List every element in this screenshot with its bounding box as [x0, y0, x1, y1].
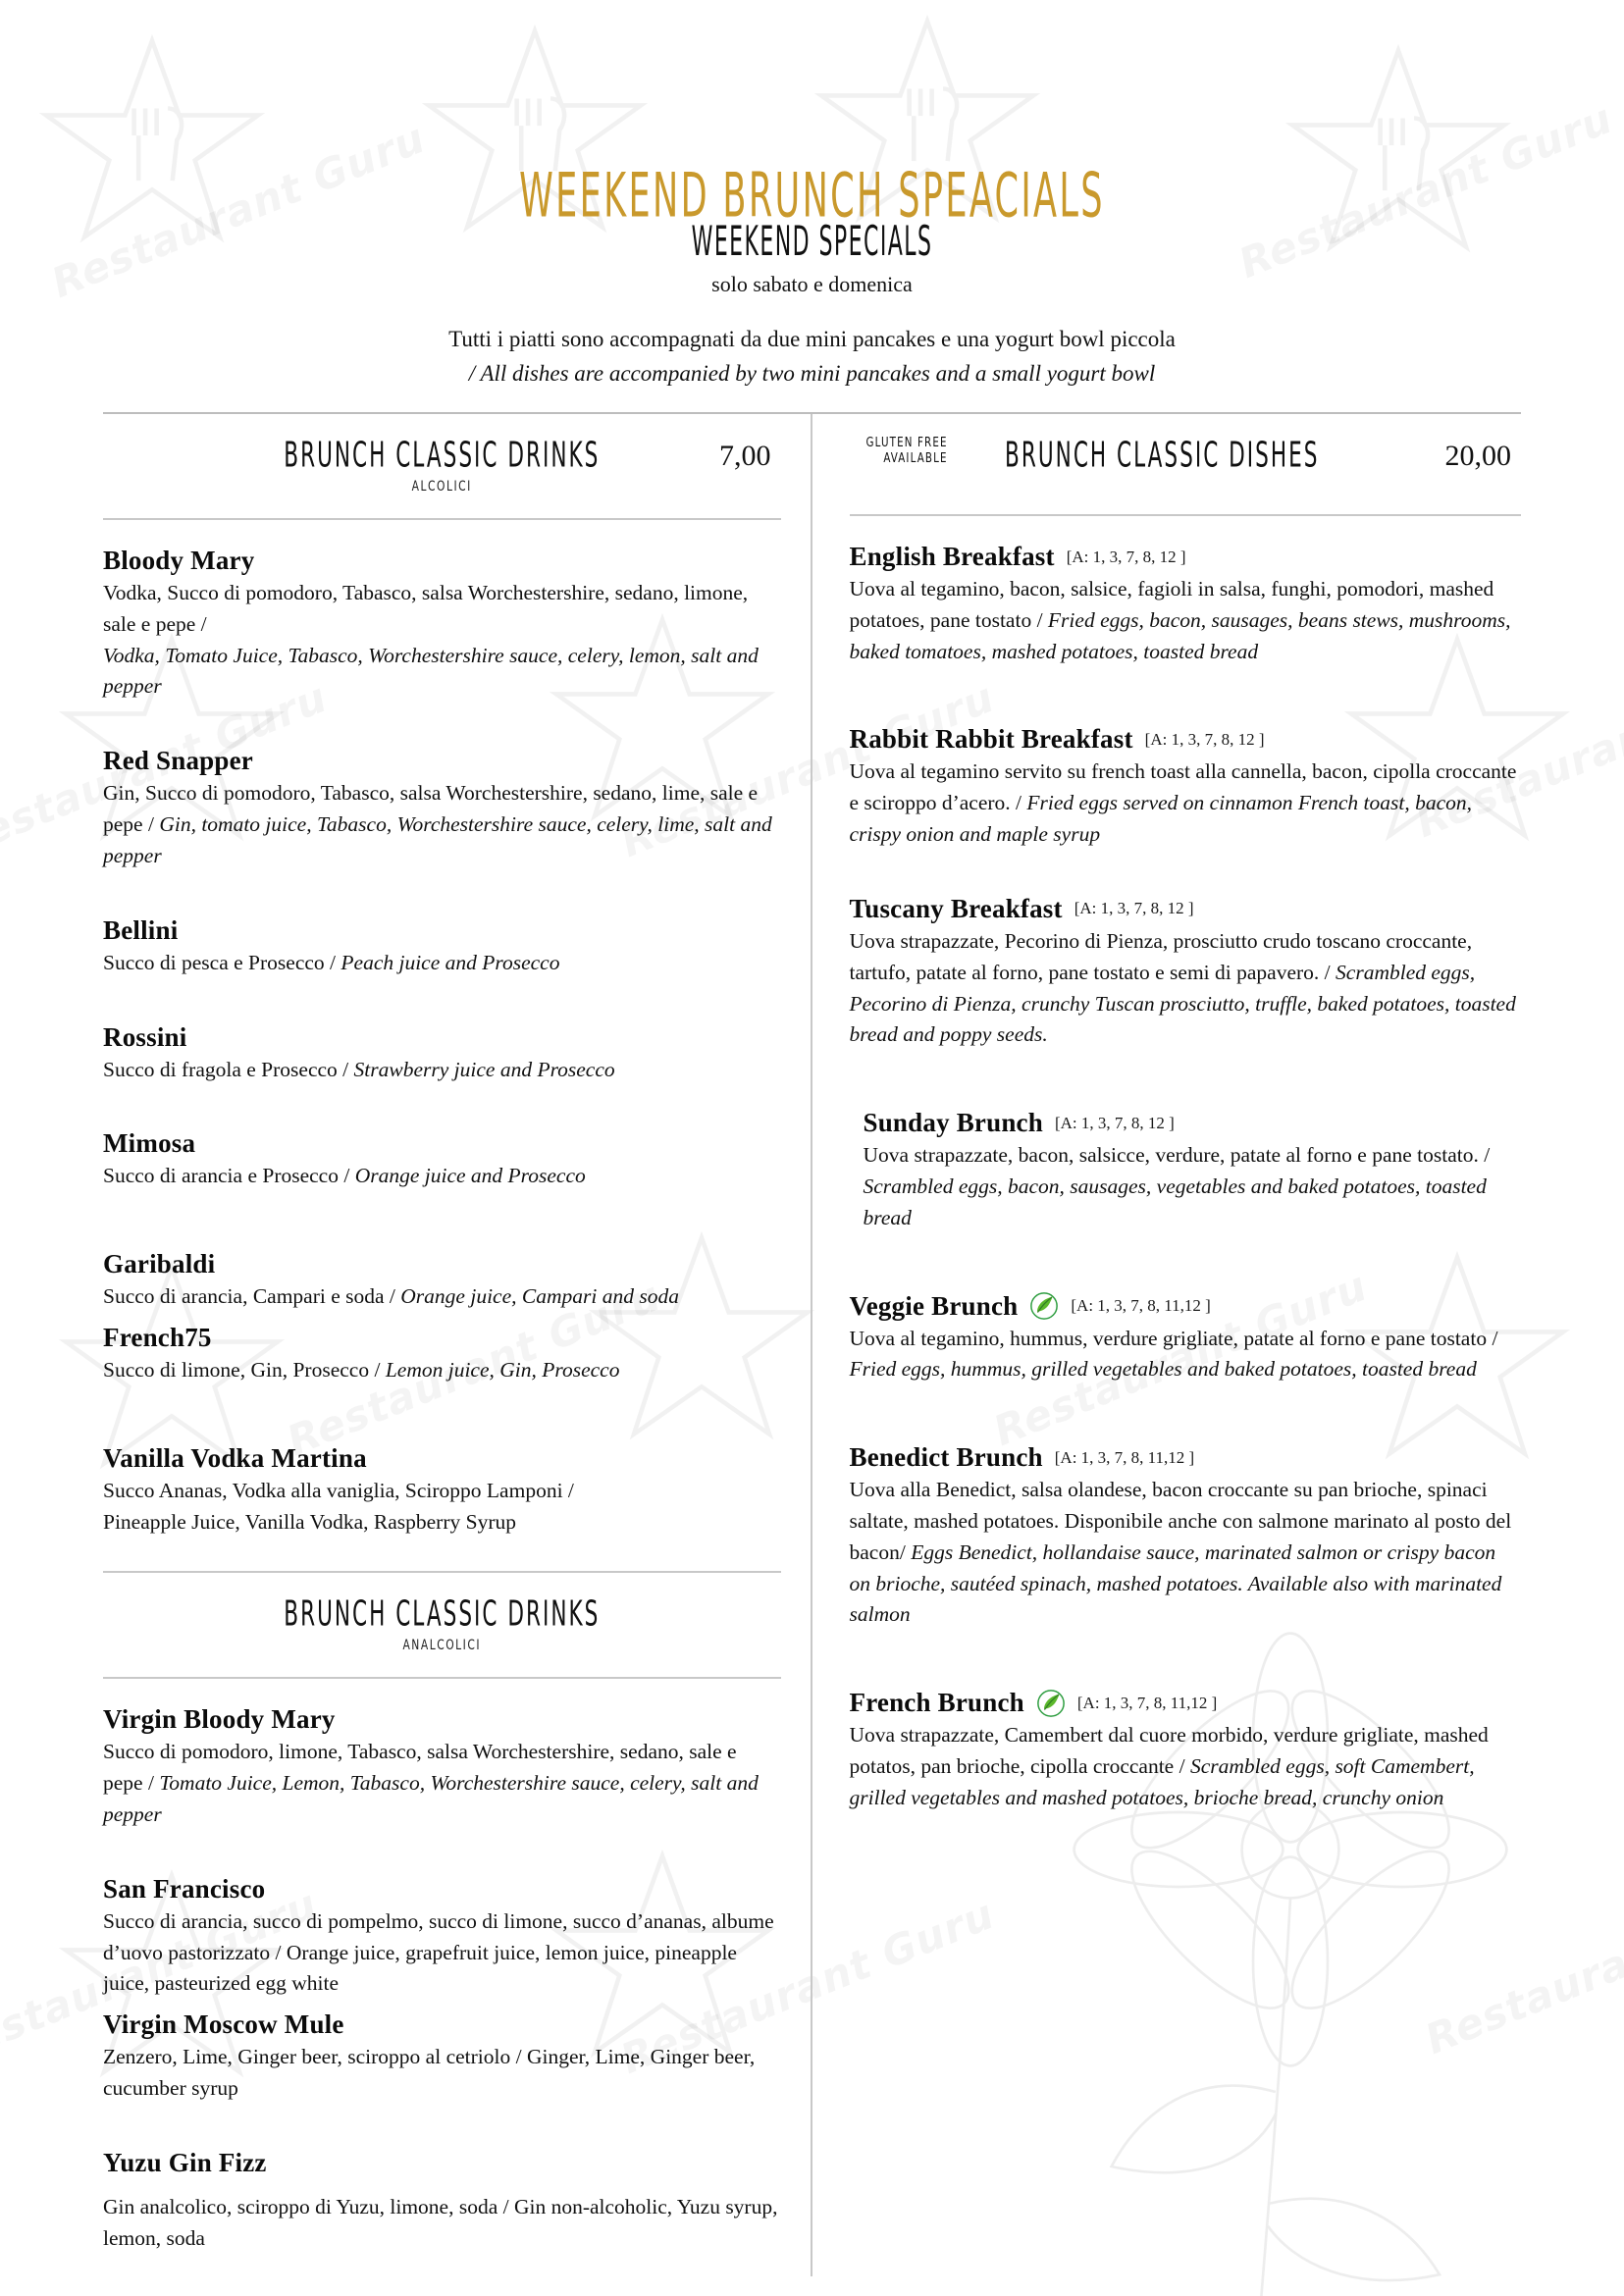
- menu-item-header: [103, 1249, 781, 1279]
- menu-item[interactable]: [850, 1442, 1522, 1631]
- description-it: Succo di arancia, Campari e soda /: [103, 1284, 395, 1309]
- menu-item-name: Virgin Moscow Mule: [103, 2009, 344, 2040]
- dish-list: [850, 516, 1522, 1814]
- menu-item-description: [103, 1281, 781, 1313]
- vegetarian-leaf-icon: [1029, 1291, 1059, 1321]
- vegetarian-leaf-icon: [1036, 1689, 1066, 1718]
- description-it: Succo Ananas, Vodka alla vaniglia, Sciroppo Lamponi /: [103, 1478, 574, 1502]
- description-en: Orange juice, grapefruit juice, lemon juice, pineapple juice, pasteurized egg white: [103, 1940, 737, 1996]
- section-subtitle: ANALCOLICI: [402, 1638, 482, 1654]
- menu-item[interactable]: [103, 2009, 781, 2105]
- description-en: Vodka, Tomato Juice, Tabasco, Worchestershire sauce, celery, lemon, salt and pepper: [103, 643, 759, 699]
- description-it: Uova strapazzate, bacon, salsicce, verdure, patate al forno e pane tostato. /: [863, 1143, 1491, 1168]
- menu-item-header: [850, 894, 1522, 924]
- menu-item-header: [850, 1688, 1522, 1718]
- menu-item-name: Bellini: [103, 914, 179, 945]
- menu-item-header: [103, 2148, 781, 2178]
- allergen-list: [A: 1, 3, 7, 8, 11,12 ]: [1071, 1296, 1211, 1316]
- menu-item-name: Vanilla Vodka Martina: [103, 1442, 367, 1473]
- description-en: Scrambled eggs, bacon, sausages, vegetables and baked potatoes, toasted bread: [863, 1174, 1487, 1229]
- menu-item-header: [850, 724, 1522, 755]
- menu-item-name: Tuscany Breakfast: [849, 893, 1063, 923]
- menu-item-header: [103, 1022, 781, 1053]
- description-it: Succo di limone, Gin, Prosecco /: [103, 1357, 381, 1382]
- section-header: [850, 414, 1522, 477]
- accompaniment-note: [0, 297, 1624, 391]
- section-brunch-classic-drinks-alcolici: [103, 414, 781, 1538]
- menu-item-description: [103, 1476, 781, 1539]
- description-en: Gin non-alcoholic, Yuzu syrup, lemon, soda: [103, 2194, 778, 2250]
- description-en: Gin, tomato juice, Tabasco, Worchestershire sauce, celery, lime, salt and pepper: [103, 812, 772, 867]
- description-en: Fried eggs served on cinnamon French toast, bacon, crispy onion and maple syrup: [849, 791, 1472, 847]
- menu-columns: [103, 414, 1521, 2276]
- menu-item-header: [850, 1442, 1522, 1473]
- menu-item-name: Rabbit Rabbit Breakfast: [849, 724, 1133, 755]
- menu-item-description: [850, 757, 1522, 850]
- menu-item[interactable]: [103, 2148, 781, 2255]
- description-en: Fried eggs, bacon, sausages, beans stews, mushrooms, baked tomatoes, mashed potatoes, toasted bread: [849, 607, 1511, 663]
- description-it: Zenzero, Lime, Ginger beer, sciroppo al cetriolo /: [103, 2045, 522, 2069]
- menu-item-name: San Francisco: [103, 1873, 266, 1904]
- section-subtitle: ALCOLICI: [411, 479, 472, 495]
- menu-item-header: [850, 542, 1522, 572]
- menu-item-description: [103, 2192, 781, 2255]
- description-it: Succo di arancia e Prosecco /: [103, 1164, 350, 1188]
- description-en: Scrambled eggs, soft Camembert, grilled vegetables and mashed potatoes, brioche bread, crunchy onion: [849, 1754, 1475, 1809]
- section-title: BRUNCH CLASSIC DRINKS: [284, 435, 601, 477]
- page-subtitle: WEEKEND SPECIALS: [691, 218, 933, 266]
- menu-item-header: [864, 1108, 1522, 1138]
- menu-item[interactable]: [103, 1249, 781, 1313]
- description-en: Orange juice and Prosecco: [354, 1164, 586, 1188]
- description-en: Ginger, Lime, Ginger beer, cucumber syrup: [103, 2045, 756, 2101]
- menu-item-description: [850, 1720, 1522, 1813]
- description-it: Uova alla Benedict, salsa olandese, bacon croccante su pan brioche, spinaci saltate, mashed potatoes. Disponibile anche con salmone marinato al posto del bacon/: [849, 1478, 1512, 1564]
- menu-item-description: [103, 1906, 781, 2000]
- menu-item-header: [103, 1323, 781, 1353]
- menu-item[interactable]: [103, 915, 781, 979]
- menu-item-header: [103, 2009, 781, 2040]
- menu-item-name: French Brunch: [849, 1688, 1024, 1718]
- menu-item-header: [103, 1443, 781, 1474]
- menu-item[interactable]: [103, 1128, 781, 1192]
- section-price: 7,00: [719, 440, 771, 472]
- menu-item-name: Garibaldi: [103, 1249, 216, 1279]
- menu-item-name: Benedict Brunch: [849, 1442, 1043, 1473]
- section-brunch-classic-drinks-analcolici: [103, 1571, 781, 2254]
- description-en: Eggs Benedict, hollandaise sauce, marinated salmon or crispy bacon on brioche, sautéed spinach, mashed potatoes. Available also with marinated salmon: [849, 1539, 1502, 1627]
- section-title: BRUNCH CLASSIC DISHES: [1004, 435, 1319, 477]
- menu-item[interactable]: [103, 1874, 781, 2000]
- menu-item-description: [864, 1140, 1522, 1233]
- description-it: Gin analcolico, sciroppo di Yuzu, limone, soda /: [103, 2194, 509, 2218]
- description-en: Tomato Juice, Lemon, Tabasco, Worchestershire sauce, celery, salt and pepper: [103, 1771, 759, 1826]
- description-it: Succo di pomodoro, limone, Tabasco, salsa Worchestershire, sedano, sale e pepe /: [103, 1740, 737, 1796]
- menu-item[interactable]: [103, 1704, 781, 1830]
- accompaniment-note-it: Tutti i piatti sono accompagnati da due mini pancakes e una yogurt bowl piccola: [448, 327, 1176, 351]
- menu-item[interactable]: [103, 1323, 781, 1386]
- description-en: Strawberry juice and Prosecco: [353, 1057, 615, 1081]
- page-title: WEEKEND BRUNCH SPEACIALS: [519, 160, 1105, 232]
- menu-item-header: [103, 1874, 781, 1905]
- menu-item[interactable]: [103, 546, 781, 703]
- section-header: [103, 414, 781, 477]
- menu-item[interactable]: [850, 542, 1522, 667]
- menu-item-description: [103, 1355, 781, 1386]
- section-header: [103, 1573, 781, 1636]
- menu-item-name: Mimosa: [103, 1128, 196, 1159]
- menu-item-description: [850, 926, 1522, 1051]
- description-it: Uova strapazzate, Pecorino di Pienza, prosciutto crudo toscano croccante, tartufo, patate al forno, pane tostato e semi di papavero. /: [849, 928, 1473, 984]
- allergen-list: [A: 1, 3, 7, 8, 11,12 ]: [1054, 1447, 1195, 1467]
- gluten-free-badge: [856, 436, 947, 468]
- menu-item-name: English Breakfast: [849, 542, 1055, 571]
- menu-item-header: [103, 1128, 781, 1159]
- menu-item[interactable]: [850, 894, 1522, 1051]
- menu-item-description: [850, 574, 1522, 667]
- menu-item-name: Bloody Mary: [103, 546, 255, 575]
- section-title: BRUNCH CLASSIC DRINKS: [284, 1594, 601, 1636]
- menu-item-description: [103, 1161, 781, 1192]
- menu-item-header: [850, 1291, 1522, 1322]
- menu-item[interactable]: [850, 1291, 1522, 1386]
- allergen-list: [A: 1, 3, 7, 8, 12 ]: [1054, 1113, 1175, 1132]
- menu-item-name: Red Snapper: [103, 746, 253, 776]
- description-en: Fried eggs, hummus, grilled vegetables and baked potatoes, toasted bread: [849, 1357, 1477, 1382]
- menu-item-description: [103, 2042, 781, 2105]
- menu-item-description: [103, 948, 781, 979]
- description-it: Succo di pesca e Prosecco /: [103, 950, 337, 974]
- description-en: Peach juice and Prosecco: [341, 950, 560, 974]
- description-en: Scrambled eggs, Pecorino di Pienza, crunchy Tuscan prosciutto, truffle, baked potatoes, toasted bread and poppy seeds.: [849, 960, 1516, 1047]
- description-en: Pineapple Juice, Vanilla Vodka, Raspberry Syrup: [103, 1509, 516, 1534]
- menu-item-name: Veggie Brunch: [849, 1290, 1019, 1321]
- menu-item-description: [850, 1324, 1522, 1386]
- drinks-column: [103, 414, 812, 2276]
- description-it: Uova al tegamino, bacon, salsice, fagioli in salsa, funghi, pomodori, mashed potatoes, pane tostato /: [849, 577, 1494, 632]
- menu-item-header: [103, 1704, 781, 1735]
- menu-item[interactable]: [850, 724, 1522, 850]
- menu-item[interactable]: [103, 1443, 781, 1539]
- menu-item-description: [850, 1475, 1522, 1631]
- menu-item-header: [103, 546, 781, 576]
- menu-item[interactable]: [850, 1688, 1522, 1813]
- allergen-list: [A: 1, 3, 7, 8, 12 ]: [1144, 729, 1265, 749]
- drink-list-non-alcoholic: [103, 1679, 781, 2254]
- description-it: Vodka, Succo di pomodoro, Tabasco, salsa Worchestershire, sedano, limone, sale e pepe /: [103, 581, 749, 636]
- section-price: 20,00: [1444, 440, 1511, 472]
- menu-item-name: Rossini: [103, 1021, 187, 1052]
- description-it: Succo di fragola e Prosecco /: [103, 1057, 349, 1081]
- availability-days: solo sabato e domenica: [711, 272, 913, 296]
- menu-item-description: [103, 778, 781, 871]
- menu-item-header: [103, 746, 781, 776]
- menu-item-description: [103, 1737, 781, 1830]
- description-it: Uova strapazzate, Camembert dal cuore morbido, verdure grigliate, mashed potatos, pan brioche, cipolla croccante /: [849, 1723, 1489, 1779]
- allergen-list: [A: 1, 3, 7, 8, 12 ]: [1066, 547, 1186, 566]
- description-it: Uova al tegamino, hummus, verdure grigliate, patate al forno e pane tostato /: [849, 1326, 1498, 1350]
- menu-item-description: [103, 578, 781, 703]
- menu-item[interactable]: [850, 1108, 1522, 1233]
- menu-item-name: French75: [103, 1322, 212, 1352]
- menu-item-description: [103, 1055, 781, 1086]
- menu-item-name: Virgin Bloody Mary: [103, 1704, 336, 1735]
- menu-item-name: Sunday Brunch: [863, 1108, 1043, 1138]
- menu-item[interactable]: [103, 746, 781, 871]
- gluten-free-badge-line1: GLUTEN FREE: [865, 436, 948, 450]
- dishes-column: [812, 414, 1522, 2276]
- menu-item-name: Yuzu Gin Fizz: [103, 2147, 267, 2177]
- description-it: Gin, Succo di pomodoro, Tabasco, salsa Worchestershire, sedano, lime, sale e pepe /: [103, 781, 759, 837]
- description-en: Lemon juice, Gin, Prosecco: [385, 1357, 620, 1382]
- gluten-free-badge-line2: AVAILABLE: [882, 451, 948, 467]
- accompaniment-note-en: / All dishes are accompanied by two mini pancakes and a small yogurt bowl: [468, 360, 1156, 386]
- allergen-list: [A: 1, 3, 7, 8, 12 ]: [1074, 899, 1194, 918]
- description-it: Succo di arancia, succo di pompelmo, succo di limone, succo d’ananas, albume d’uovo pastorizzato /: [103, 1908, 774, 1964]
- description-en: Orange juice, Campari and soda: [400, 1284, 679, 1309]
- menu-item-header: [103, 915, 781, 946]
- allergen-list: [A: 1, 3, 7, 8, 11,12 ]: [1076, 1693, 1218, 1712]
- drink-list-alcoholic: [103, 520, 781, 1538]
- description-it: Uova al tegamino servito su french toast alla cannella, bacon, cipolla croccante e sciroppo d’acero. /: [849, 759, 1517, 815]
- menu-item[interactable]: [103, 1022, 781, 1086]
